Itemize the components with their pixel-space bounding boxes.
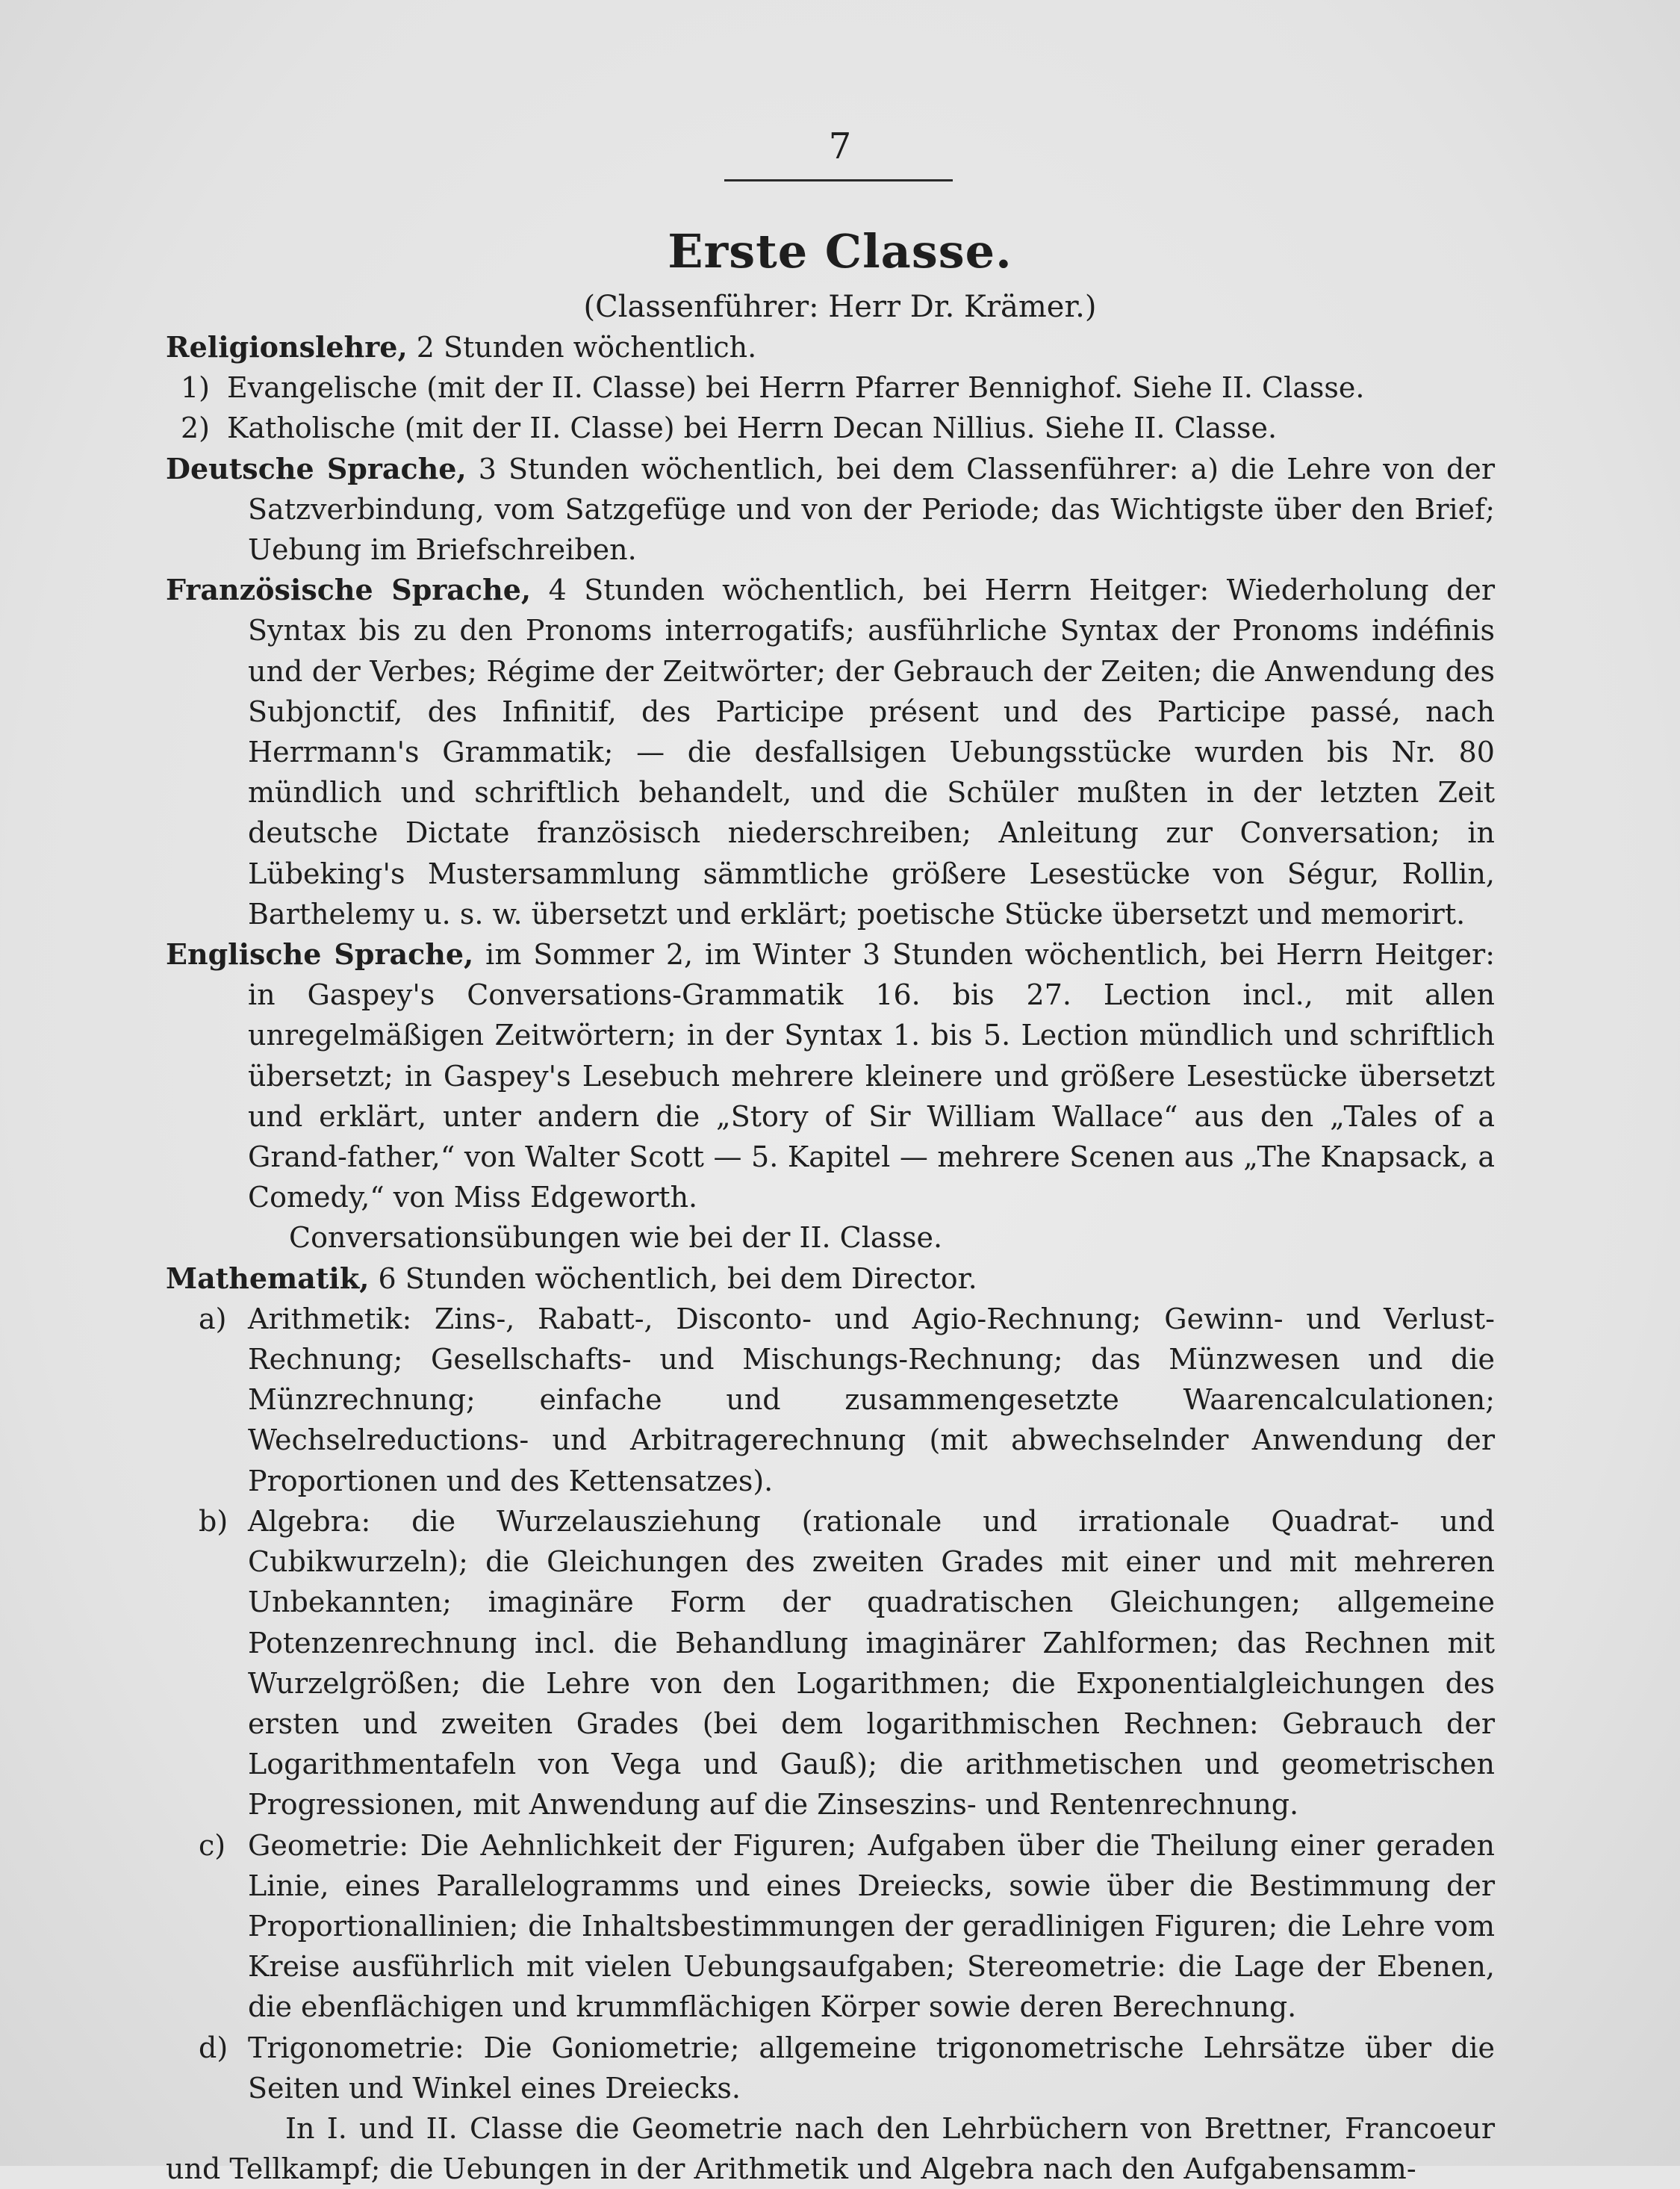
item-label: a) — [199, 1302, 227, 1335]
section-englisch — [166, 934, 1495, 1217]
item-text: Katholische (mit der II. Classe) bei Herrn Decan Nillius. Siehe II. Classe. — [227, 412, 1278, 445]
item-text: Trigonometrie: Die Goniometrie; allgemeine trigonometrische Lehrsätze über die Seiten und Winkel eines Dreiecks. — [248, 2031, 1495, 2105]
page-title: Erste Classe. — [668, 224, 1012, 279]
list-item — [166, 367, 1495, 408]
item-label: c) — [199, 1828, 226, 1862]
class-leader-line: (Classenführer: Herr Dr. Krämer.) — [583, 290, 1097, 324]
section-text: 4 Stunden wöchentlich, bei Herrn Heitger: Wiederholung der Syntax bis zu den Pronoms interrogatifs; ausführliche Syntax der Pronoms indéfinis und der Verbes; Régime der Zeitwörter; der Gebrauch der Zeiten; die Anwendung des Subjonctif, des Infinitif, des Participe présent und des Participe passé, nach Herrmann's Grammatik; — die desfallsigen Uebungsstücke wurden bis Nr. 80 mündlich und schriftlich behandelt, und die Schüler mußten in der letzten Zeit deutsche Dictate französisch niederschreiben; Anleitung zur Conversation; in Lübeking's Mustersammlung sämmtliche größere Lesestücke von Ségur, Rollin, Barthelemy u. s. w. übersetzt und erklärt; poetische Stücke übersetzt und memorirt. — [248, 574, 1495, 931]
header-rule — [724, 179, 953, 181]
section-deutsch — [166, 449, 1495, 571]
section-text: 6 Stunden wöchentlich, bei dem Director. — [369, 1261, 977, 1295]
item-label: d) — [199, 2031, 228, 2064]
item-text: Evangelische (mit der II. Classe) bei Herrn Pfarrer Bennighof. Siehe II. Classe. — [227, 371, 1365, 405]
item-text: Arithmetik: Zins-, Rabatt-, Disconto- und Agio-Rechnung; Gewinn- und Verlust-Rechnung; Gesellschafts- und Mischungs-Rechnung; das Münzwesen und die Münzrechnung; einfache und zusammengesetzte Waarencalculationen; Wechselreductions- und Arbitragerechnung (mit abwechselnder Anwendung der Proportionen und des Kettensatzes). — [248, 1302, 1495, 1497]
section-franzoesisch — [166, 570, 1495, 934]
section-heading: Französische Sprache, — [166, 573, 532, 607]
sub-item-trigonometrie — [166, 2028, 1495, 2108]
section-heading: Deutsche Sprache, — [166, 451, 467, 485]
section-mathematik — [166, 1258, 1495, 1299]
section-text: 2 Stunden wöchentlich. — [407, 331, 757, 364]
section-heading: Englische Sprache, — [166, 937, 474, 972]
section-heading: Religionslehre, — [166, 330, 408, 364]
section-text: 3 Stunden wöchentlich, bei dem Classenführer: a) die Lehre von der Satzverbindung, vom Satzgefüge und von der Periode; das Wichtigste über den Brief; Uebung im Briefschreiben. — [248, 452, 1495, 567]
sub-item-geometrie — [166, 1825, 1495, 2028]
item-label: b) — [199, 1504, 228, 1538]
list-item — [166, 408, 1495, 448]
item-text: Geometrie: Die Aehnlichkeit der Figuren; Aufgaben über die Theilung einer geraden Linie, eines Parallelogramms und eines Dreiecks, sowie über die Bestimmung der Proportionallinien; die Inhaltsbestimmungen der geradlinigen Figuren; die Lehre vom Kreise ausführlich mit vielen Uebungsaufgaben; Stereometrie: die Lage der Ebenen, die ebenflächigen und krummflächigen Körper sowie deren Berechnung. — [248, 1828, 1495, 2024]
section-text: im Sommer 2, im Winter 3 Stunden wöchentlich, bei Herrn Heitger: in Gaspey's Conversations-Grammatik 16. bis 27. Lection incl., mit allen unregelmäßigen Zeitwörtern; in der Syntax 1. bis 5. Lection mündlich und schriftlich übersetzt; in Gaspey's Lesebuch mehrere kleinere und größere Lesestücke übersetzt und erklärt, unter andern die „Story of Sir William Wallace“ aus den „Tales of a Grand-father,“ von Walter Scott — 5. Kapitel — mehrere Scenen aus „The Knapsack, a Comedy,“ von Miss Edgeworth. — [248, 938, 1495, 1214]
page-number: 7 — [828, 125, 852, 167]
closing-paragraph: In I. und II. Classe die Geometrie nach den Lehrbüchern von Brettner, Francoeur und Tellkampf; die Uebungen in der Arithmetik und Algebra nach den Aufgabensamm- — [166, 2111, 1495, 2186]
item-number: 2) — [181, 412, 211, 445]
item-number: 1) — [181, 371, 211, 405]
section-note: Conversationsübungen wie bei der II. Classe. — [289, 1221, 943, 1255]
sub-item-arithmetik — [166, 1299, 1495, 1501]
body-text — [166, 327, 1495, 2189]
section-religion — [166, 327, 1495, 367]
section-heading: Mathematik, — [166, 1261, 370, 1295]
sub-item-algebra — [166, 1501, 1495, 1825]
item-text: Algebra: die Wurzelausziehung (rationale und irrationale Quadrat- und Cubikwurzeln); die Gleichungen des zweiten Grades mit einer und mit mehreren Unbekannten; imaginäre Form der quadratischen Gleichungen; allgemeine Potenzenrechnung incl. die Behandlung imaginärer Zahlformen; das Rechnen mit Wurzelgrößen; die Lehre von den Logarithmen; die Exponentialgleichungen des ersten und zweiten Grades (bei dem logarithmischen Rechnen: Gebrauch der Logarithmentafeln von Vega und Gauß); die arithmetischen und geometrischen Progressionen, mit Anwendung auf die Zinseszins- und Rentenrechnung. — [248, 1504, 1495, 1822]
